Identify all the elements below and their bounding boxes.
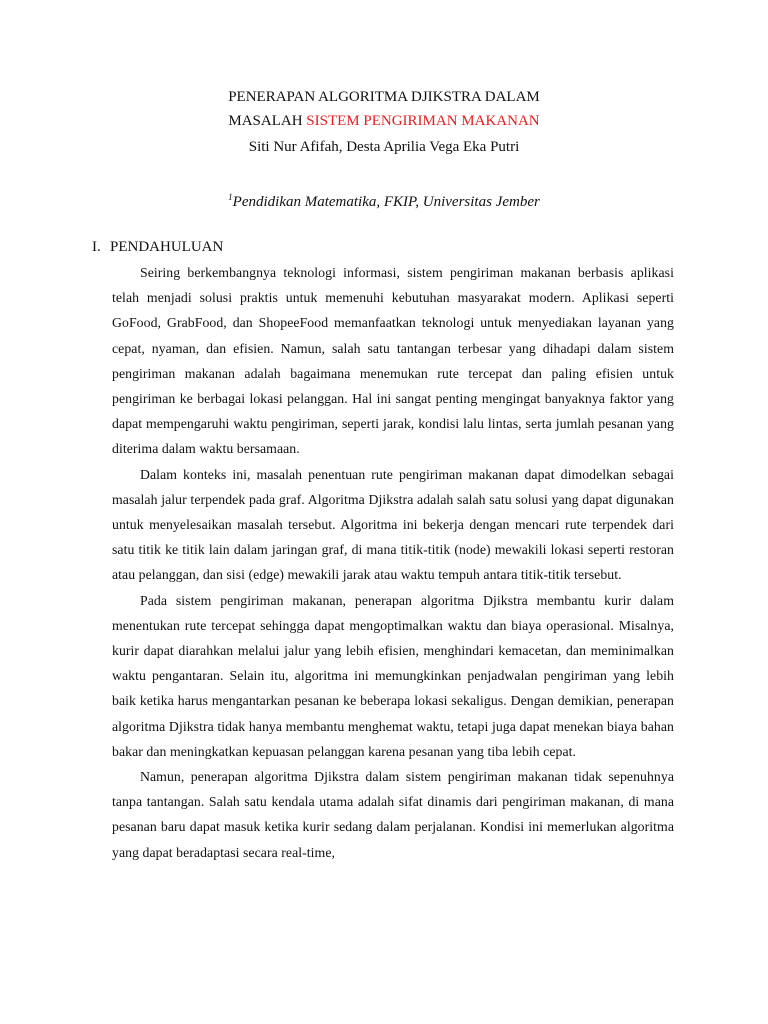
title-prefix: MASALAH — [228, 113, 307, 129]
affiliation-marker: 1 — [228, 192, 233, 202]
paragraph: Pada sistem pengiriman makanan, penerapan algoritma Djikstra membantu kurir dalam menentukan rute tercepat sehingga dapat mengoptimalkan waktu dan biaya operasional. Misalnya, kurir dapat diarahkan melalui jalur yang lebih efisien, menghindari kemacetan, dan meminimalkan waktu pengantaran. Selain itu, algoritma ini memungkinkan penjadwalan pengiriman yang lebih baik ketika harus mengantarkan pesanan ke beberapa lokasi sekaligus. Dengan demikian, penerapan algoritma Djikstra tidak hanya membantu menghemat waktu, tetapi juga dapat menekan biaya bahan bakar dan meningkatkan kepuasan pelanggan karena pesanan yang tiba lebih cepat. — [112, 592, 674, 759]
paragraph: Dalam konteks ini, masalah penentuan rute pengiriman makanan dapat dimodelkan sebagai masalah jalur terpendek pada graf. Algoritma Djikstra adalah salah satu solusi yang dapat digunakan untuk menyelesaikan masalah tersebut. Algoritma ini bekerja dengan mencari rute terpendek dari satu titik ke titik lain dalam jaringan graf, di mana titik-titik (node) mewakili lokasi seperti restoran atau pelanggan, dan sisi (edge) mewakili jarak atau waktu tempuh antara titik-titik tersebut. — [112, 466, 674, 583]
paragraph: Seiring berkembangnya teknologi informasi, sistem pengiriman makanan berbasis aplikasi telah menjadi solusi praktis untuk memenuhi kebutuhan masyarakat modern. Aplikasi seperti GoFood, GrabFood, dan ShopeeFood memanfaatkan teknologi untuk menyediakan layanan yang cepat, nyaman, dan efisien. Namun, salah satu tantangan terbesar yang dihadapi dalam sistem pengiriman makanan adalah bagaimana menemukan rute tercepat dan paling efisien untuk pengiriman ke berbagai lokasi pelanggan. Hal ini sangat penting mengingat banyaknya faktor yang dapat mempengaruhi waktu pengiriman, seperti jarak, kondisi lalu lintas, serta jumlah pesanan yang diterima dalam waktu bersamaan. — [112, 265, 674, 457]
affiliation — [0, 187, 768, 212]
body-text — [112, 260, 674, 865]
author-list: Siti Nur Afifah, Desta Aprilia Vega Eka Putri — [248, 139, 520, 155]
section-heading — [92, 237, 223, 257]
section-number: I. — [92, 239, 101, 255]
paper-title-line-1: PENERAPAN ALGORITMA DJIKSTRA DALAM — [228, 89, 540, 105]
section-title: PENDAHULUAN — [110, 239, 224, 255]
title-highlight: SISTEM PENGIRIMAN MAKANAN — [306, 113, 540, 129]
paper-title-line-2 — [0, 111, 768, 131]
paragraph: Namun, penerapan algoritma Djikstra dalam sistem pengiriman makanan tidak sepenuhnya tanpa tantangan. Salah satu kendala utama adalah sifat dinamis dari pengiriman makanan, di mana pesanan baru dapat masuk ketika kurir sedang dalam perjalanan. Kondisi ini memerlukan algoritma yang dapat beradaptasi secara real-time, — [112, 769, 674, 860]
affiliation-text: Pendidikan Matematika, FKIP, Universitas Jember — [232, 194, 540, 210]
